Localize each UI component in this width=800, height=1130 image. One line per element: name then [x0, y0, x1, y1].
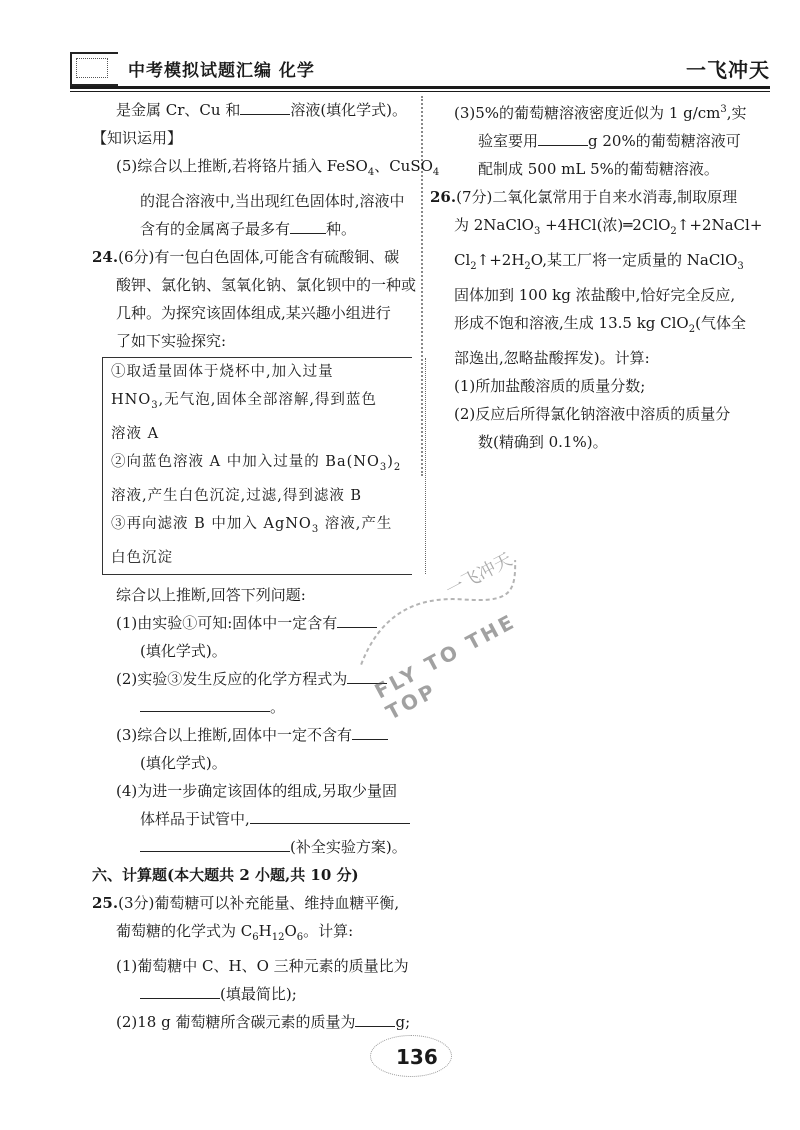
experiment-step-3: ③再向滤液 B 中加入 AgNO$_3$ 溶液,产生 — [111, 515, 393, 535]
header-brand: 一飞冲天 — [686, 58, 770, 82]
experiment-step-2: ②向蓝色溶液 A 中加入过量的 $Ba(NO_3)_2$ — [111, 453, 402, 473]
answer-blank[interactable] — [140, 693, 270, 712]
q24-sub1-cont: (填化学式)。 — [140, 641, 227, 660]
header-rule — [70, 86, 770, 89]
experiment-step-1-cont: $HNO_3$,无气泡,固体全部溶解,得到蓝色 — [111, 392, 377, 411]
q24-line1: 24.(6分)有一包白色固体,可能含有硫酸铜、碳 — [92, 248, 400, 266]
page-header — [70, 50, 770, 86]
right-column — [430, 96, 770, 456]
watermark-chinese: 一飞冲天 — [442, 549, 516, 602]
q24-line4: 了如下实验探究: — [116, 332, 227, 350]
answer-blank[interactable] — [538, 127, 588, 146]
q24-sub2-cont: 。 — [92, 693, 412, 721]
answer-blank[interactable] — [240, 96, 290, 115]
q26-line3: $Cl_2↑+2H_2O$,某工厂将一定质量的 NaClO$_3$ — [454, 251, 744, 272]
question-number: 26. — [430, 188, 457, 206]
q24-summary: 综合以上推断,回答下列问题: — [116, 585, 306, 604]
q23-part5-line1: (5)综合以上推断,若将铬片插入 FeSO$_4$、CuSO$_4$ — [116, 157, 440, 178]
q26-line1: 26.(7分)二氧化氯常用于自来水消毒,制取原理 — [430, 188, 738, 206]
q25-part2: (2)18 g 葡萄糖所含碳元素的质量为 g; — [92, 1008, 412, 1036]
answer-blank[interactable] — [250, 805, 410, 824]
q25-line1: 25.(3分)葡萄糖可以补充能量、维持血糖平衡, — [92, 893, 400, 912]
q26-part2-cont: 数(精确到 0.1%)。 — [478, 433, 608, 451]
experiment-box — [102, 357, 412, 575]
q23-part5-line3: 含有的金属离子最多有 种。 — [92, 215, 412, 243]
q25-part3-line3: 配制成 500 mL 5%的葡萄糖溶液。 — [478, 160, 719, 178]
q24-sub3-cont: (填化学式)。 — [140, 753, 227, 772]
question-number: 24. — [92, 248, 119, 266]
q23-part5-line2: 的混合溶液中,当出现红色固体时,溶液中 — [140, 192, 405, 210]
question-number: 25. — [92, 893, 119, 912]
q24-line3: 几种。为探究该固体组成,某兴趣小组进行 — [116, 304, 391, 322]
page-number: 136 — [396, 1045, 438, 1069]
q24-sub3: (3)综合以上推断,固体中一定不含有 — [92, 721, 412, 749]
answer-blank[interactable] — [140, 980, 220, 999]
q24-sub4-cont: 体样品于试管中, — [92, 805, 412, 833]
q24-sub2: (2)实验③发生反应的化学方程式为 — [92, 665, 412, 693]
q26-line5: 形成不饱和溶液,生成 13.5 kg ClO$_2$(气体全 — [454, 314, 746, 335]
q26-part2: (2)反应后所得氯化钠溶液中溶质的质量分 — [454, 405, 731, 423]
experiment-step-2-cont: 溶液,产生白色沉淀,过滤,得到滤液 B — [111, 487, 363, 504]
experiment-step-1: ①取适量固体于烧杯中,加入过量 — [111, 364, 334, 380]
q24-line2: 酸钾、氯化钠、氢氧化钠、氯化钡中的一种或 — [116, 276, 417, 294]
q25-part1: (1)葡萄糖中 C、H、O 三种元素的质量比为 — [116, 956, 409, 975]
book-logo-icon — [70, 52, 118, 86]
q24-sub1: (1)由实验①可知:固体中一定含有 — [92, 609, 412, 637]
answer-blank[interactable] — [140, 833, 290, 852]
q26-line6: 部逸出,忽略盐酸挥发)。计算: — [454, 349, 650, 367]
q25-part1-cont: (填最简比); — [92, 980, 412, 1008]
q23-tail-line1: 是金属 Cr、Cu 和 溶液(填化学式)。 — [92, 96, 412, 124]
q26-line2: 为 2NaClO$_3$ +4HCl(浓)═2ClO$_2$↑+2NaCl+ — [454, 216, 763, 237]
knowledge-heading: 【知识运用】 — [92, 129, 183, 147]
answer-blank[interactable] — [290, 215, 326, 234]
header-title: 中考模拟试题汇编 化学 — [128, 61, 315, 81]
section-heading: 六、计算题(本大题共 2 小题,共 10 分) — [92, 865, 359, 884]
q25-part3-line2: 验室要用 g 20%的葡萄糖溶液可 — [430, 127, 770, 155]
q26-part1: (1)所加盐酸溶质的质量分数; — [454, 377, 646, 395]
left-column — [92, 96, 440, 1036]
answer-blank[interactable] — [355, 1008, 395, 1027]
watermark-english: FLY TO THE TOP — [370, 608, 520, 725]
header-rule-thin — [70, 91, 770, 92]
q26-line4: 固体加到 100 kg 浓盐酸中,恰好完全反应, — [454, 286, 736, 304]
q25-line2: 葡萄糖的化学式为 $C_6H_{12}O_6$。计算: — [116, 921, 354, 943]
q25-part3-line1: (3)5%的葡萄糖溶液密度近似为 1 $g/cm^3$,实 — [454, 104, 747, 122]
q24-sub4-end: (补全实验方案)。 — [92, 833, 412, 861]
q24-sub4: (4)为进一步确定该固体的组成,另取少量固 — [116, 781, 398, 800]
experiment-step-1-end: 溶液 A — [111, 425, 160, 442]
experiment-step-3-cont: 白色沉淀 — [111, 549, 173, 566]
